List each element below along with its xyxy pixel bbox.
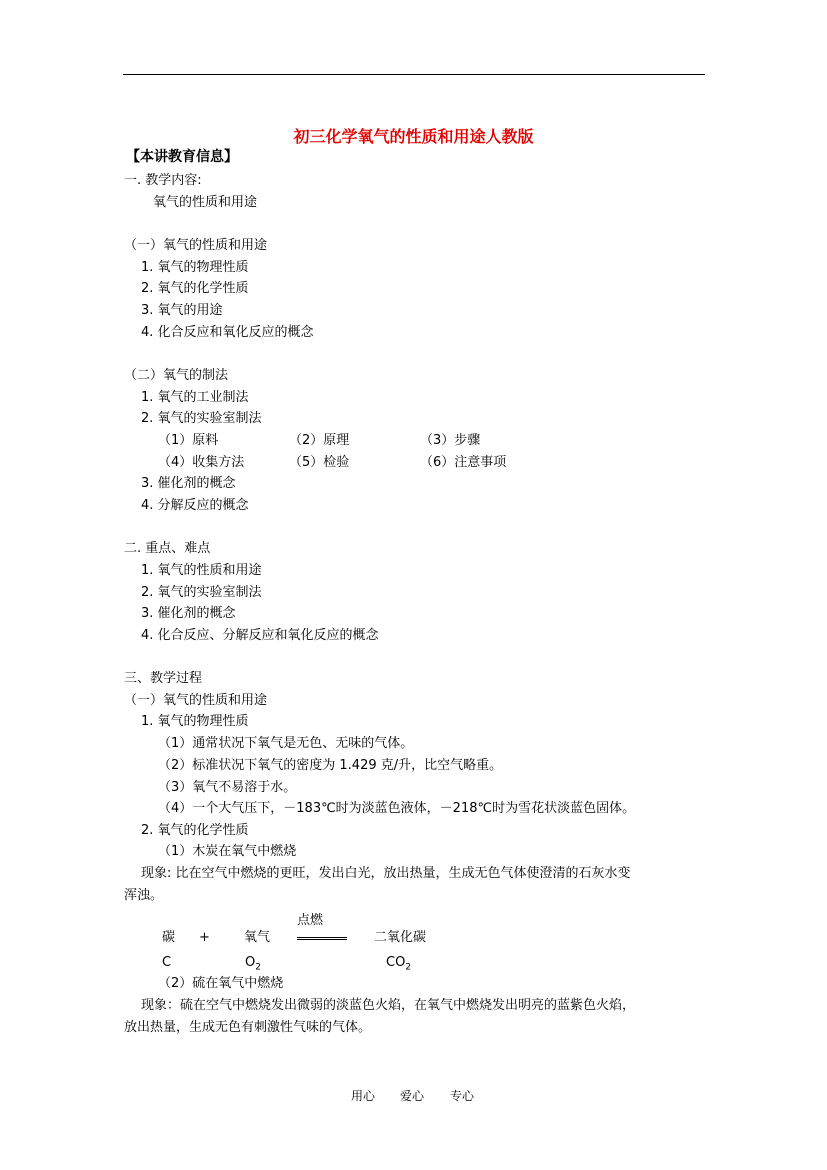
subheading-properties: （一）氧气的性质和用途 <box>124 693 268 708</box>
list-item: 3. 氧气的用途 <box>141 303 223 318</box>
phenomenon-text: 放出热量，生成无色有刺激性气味的气体。 <box>124 1020 372 1035</box>
list-item: 2. 氧气的实验室制法 <box>141 411 262 426</box>
heading-key-points: 二. 重点、难点 <box>124 541 211 556</box>
property-item: （4）一个大气压下，－183℃时为淡蓝色液体，－218℃时为雪花状淡蓝色固体。 <box>158 801 636 816</box>
formula-oxygen-base: O <box>245 955 256 970</box>
list-item: 2. 氧气的化学性质 <box>141 281 249 296</box>
list-item: 1. 氧气的工业制法 <box>141 390 249 405</box>
equation-product: 二氧化碳 <box>374 930 427 945</box>
subheading-preparation: （二）氧气的制法 <box>124 368 229 383</box>
content-summary: 氧气的性质和用途 <box>153 195 258 210</box>
list-item: 4. 分解反应的概念 <box>141 498 249 513</box>
equation-condition: 点燃 <box>297 913 324 928</box>
formula-co2-subscript: 2 <box>405 962 412 973</box>
formula-co2-base: CO <box>386 955 406 970</box>
equation-plus: + <box>199 930 210 945</box>
list-item: 3. 催化剂的概念 <box>141 606 236 621</box>
formula-carbon-dioxide <box>386 955 411 976</box>
sub-list-item: （2）原理 <box>289 433 350 448</box>
sub-list-item: （6）注意事项 <box>420 455 507 470</box>
list-item: 4. 化合反应和氧化反应的概念 <box>141 325 314 340</box>
equation-reaction-bar <box>297 937 347 940</box>
info-header: 【本讲教育信息】 <box>126 149 238 165</box>
formula-carbon: C <box>162 955 172 970</box>
list-item: 3. 催化剂的概念 <box>141 476 236 491</box>
list-item: 2. 氧气的化学性质 <box>141 823 249 838</box>
property-item: （2）标准状况下氧气的密度为 1.429 克/升，比空气略重。 <box>158 758 503 773</box>
phenomenon-text: 现象：硫在空气中燃烧发出微弱的淡蓝色火焰，在氧气中燃烧发出明亮的蓝紫色火焰， <box>141 998 636 1013</box>
equation-reactant-oxygen: 氧气 <box>244 930 271 945</box>
heading-teaching-content: 一. 教学内容: <box>124 173 202 188</box>
heading-teaching-process: 三、教学过程 <box>124 671 203 686</box>
sub-list-item: （1）原料 <box>158 433 219 448</box>
footer-text: 爱心 <box>400 1089 425 1103</box>
phenomenon-text: 现象: 比在空气中燃烧的更旺，发出白光，放出热量，生成无色气体使澄清的石灰水变 <box>141 866 631 881</box>
list-item: 4. 化合反应、分解反应和氧化反应的概念 <box>141 628 379 643</box>
phenomenon-text: 浑浊。 <box>124 888 164 903</box>
list-item: 1. 氧气的物理性质 <box>141 714 249 729</box>
property-item: （2）硫在氧气中燃烧 <box>158 976 284 991</box>
formula-oxygen <box>245 955 261 976</box>
list-item: 1. 氧气的物理性质 <box>141 260 249 275</box>
list-item: 2. 氧气的实验室制法 <box>141 585 262 600</box>
sub-list-item: （5）检验 <box>289 455 350 470</box>
property-item: （3）氧气不易溶于水。 <box>158 780 297 795</box>
header-rule <box>123 74 705 75</box>
property-item: （1）通常状况下氧气是无色、无味的气体。 <box>158 736 414 751</box>
footer-text: 专心 <box>450 1089 475 1103</box>
subheading-properties: （一）氧气的性质和用途 <box>124 238 268 253</box>
footer-text: 用心 <box>351 1089 376 1103</box>
sub-list-item: （3）步骤 <box>420 433 481 448</box>
equation-reactant-carbon: 碳 <box>162 930 176 945</box>
list-item: 1. 氧气的性质和用途 <box>141 563 262 578</box>
formula-oxygen-subscript: 2 <box>255 962 261 973</box>
page-title: 初三化学氧气的性质和用途人教版 <box>293 127 534 146</box>
sub-list-item: （4）收集方法 <box>158 455 245 470</box>
property-item: （1）木炭在氧气中燃烧 <box>158 844 297 859</box>
